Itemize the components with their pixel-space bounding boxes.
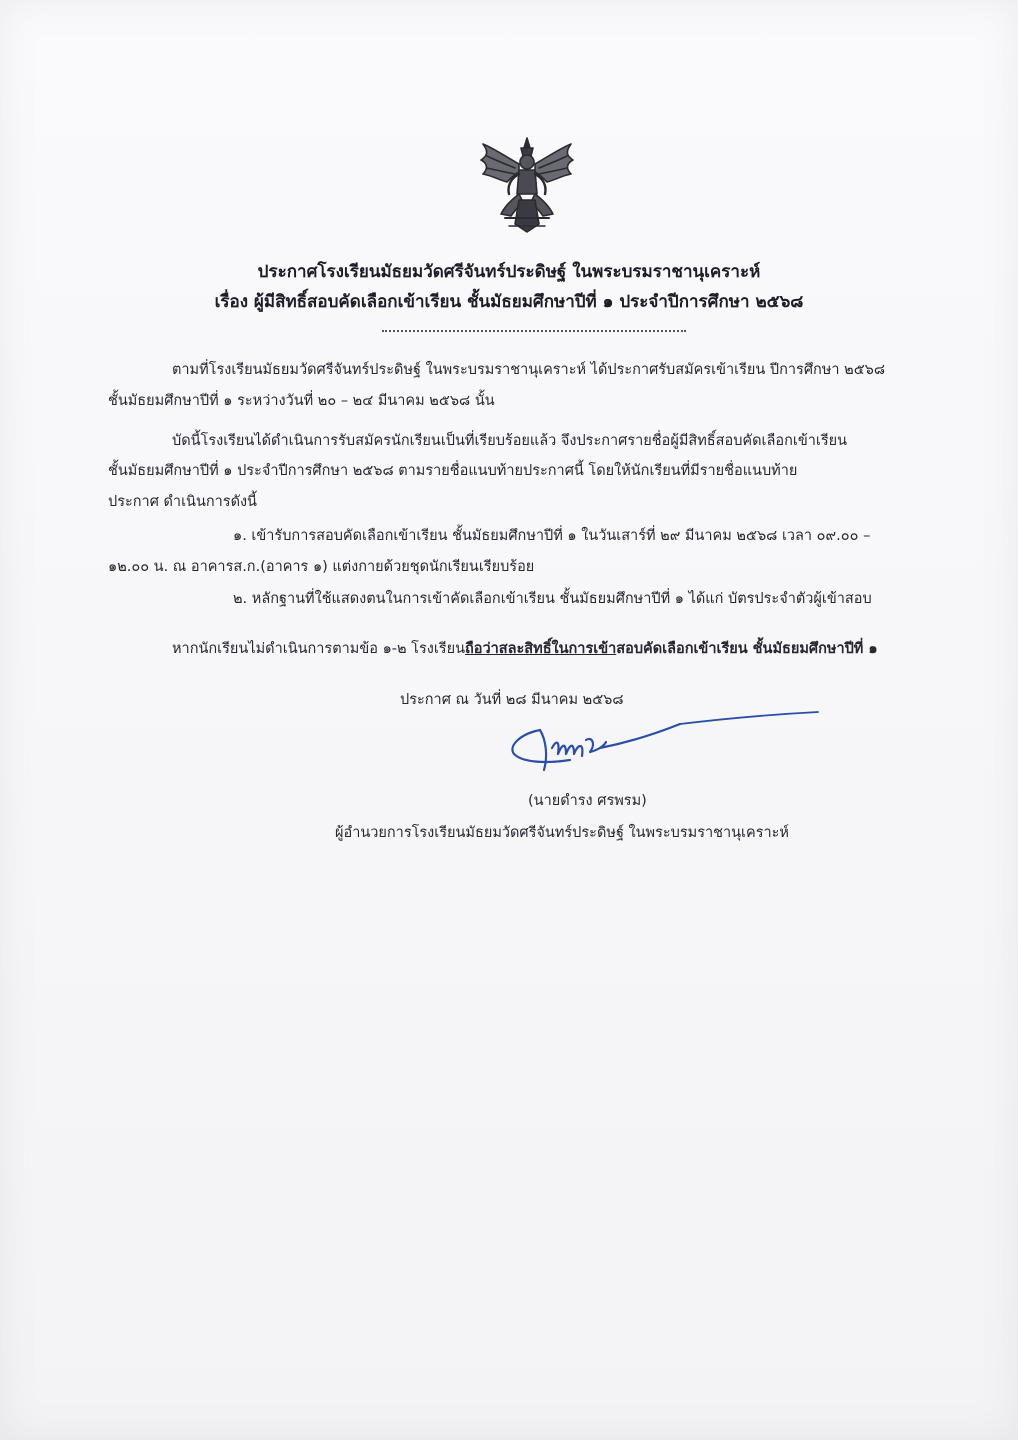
paragraph1-line2: ชั้นมัธยมศึกษาปีที่ ๑ ระหว่างวันที่ ๒๐ – ๒๔ มีนาคม ๒๕๖๘ นั้น (108, 393, 495, 409)
garuda-emblem-icon (475, 134, 579, 238)
paragraph2-line1: บัดนี้โรงเรียนได้ดำเนินการรับสมัครนักเรียนเป็นที่เรียบร้อยแล้ว จึงประกาศรายชื่อผู้มีสิทธิ์สอบคัดเลือกเข้าเรียน (172, 433, 848, 449)
date-line: ประกาศ ณ วันที่ ๒๘ มีนาคม ๒๕๖๘ (400, 692, 624, 708)
notice-line (172, 637, 878, 660)
item2: ๒. หลักฐานที่ใช้แสดงตนในการเข้าคัดเลือกเข้าเรียน ชั้นมัธยมศึกษาปีที่ ๑ ได้แก่ บัตรประจำตัวผู้เข้าสอบ (233, 591, 872, 607)
announcement-title: ประกาศโรงเรียนมัธยมวัดศรีจันทร์ประดิษฐ์ ในพระบรมราชานุเคราะห์ (257, 262, 761, 282)
notice-prefix: หากนักเรียนไม่ดำเนินการตามข้อ ๑-๒ โรงเรียน (172, 641, 465, 657)
announcement-subject: เรื่อง ผู้มีสิทธิ์สอบคัดเลือกเข้าเรียน ชั้นมัธยมศึกษาปีที่ ๑ ประจำปีการศึกษา ๒๕๖๘ (214, 292, 804, 312)
paragraph2-line3: ประกาศ ดำเนินการดังนี้ (108, 494, 257, 510)
item1-line2: ๑๒.๐๐ น. ณ อาคารส.ก.(อาคาร ๑) แต่งกายด้วยชุดนักเรียนเรียบร้อย (108, 559, 535, 575)
handwritten-signature (500, 700, 830, 800)
item1-line1: ๑. เข้ารับการสอบคัดเลือกเข้าเรียน ชั้นมัธยมศึกษาปีที่ ๑ ในวันเสาร์ที่ ๒๙ มีนาคม ๒๕๖๘ เวลา ๐๙.๐๐ – (233, 528, 871, 544)
paragraph2-line2: ชั้นมัธยมศึกษาปีที่ ๑ ประจำปีการศึกษา ๒๕๖๘ ตามรายชื่อแนบท้ายประกาศนี้ โดยให้นักเรียนที่มีรายชื่อแนบท้าย (108, 463, 798, 479)
notice-suffix: สอบคัดเลือกเข้าเรียน ชั้นมัธยมศึกษาปีที่ ๑ (616, 641, 878, 657)
title-divider (382, 330, 686, 332)
signer-name: (นายดำรง ศรพรม) (528, 793, 647, 809)
notice-underlined: ถือว่าสละสิทธิ์ในการเข้า (464, 641, 617, 657)
paragraph1-line1: ตามที่โรงเรียนมัธยมวัดศรีจันทร์ประดิษฐ์ ในพระบรมราชานุเคราะห์ ได้ประกาศรับสมัครเข้าเรียน ปีการศึกษา ๒๕๖๘ (172, 362, 886, 378)
signer-position: ผู้อำนวยการโรงเรียนมัธยมวัดศรีจันทร์ประดิษฐ์ ในพระบรมราชานุเคราะห์ (335, 825, 789, 841)
